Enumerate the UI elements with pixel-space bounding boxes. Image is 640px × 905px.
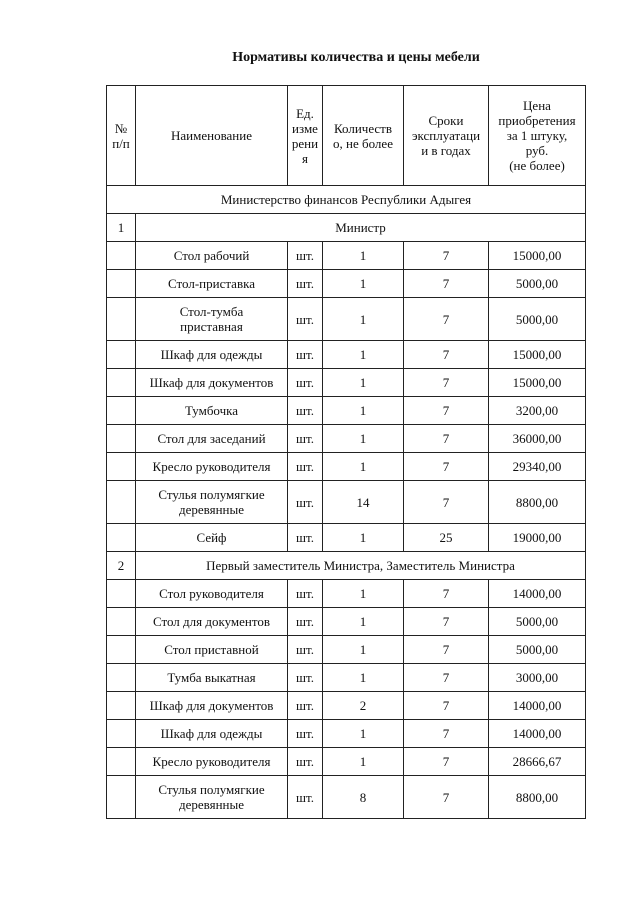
group-title: Министр bbox=[136, 214, 586, 242]
cell-num bbox=[107, 580, 136, 608]
cell-unit: шт. bbox=[288, 664, 323, 692]
cell-name: Шкаф для документов bbox=[136, 369, 288, 397]
cell-term: 7 bbox=[404, 298, 489, 341]
cell-name: Стол руководителя bbox=[136, 580, 288, 608]
cell-name: Кресло руководителя bbox=[136, 453, 288, 481]
cell-name: Стулья полумягкие деревянные bbox=[136, 481, 288, 524]
cell-term: 7 bbox=[404, 748, 489, 776]
header-num: № п/п bbox=[107, 86, 136, 186]
table-row bbox=[107, 425, 586, 453]
cell-num bbox=[107, 270, 136, 298]
cell-term: 7 bbox=[404, 664, 489, 692]
cell-num bbox=[107, 481, 136, 524]
table-row bbox=[107, 242, 586, 270]
cell-price: 36000,00 bbox=[489, 425, 586, 453]
cell-num bbox=[107, 524, 136, 552]
header-qty: Количеств о, не более bbox=[323, 86, 404, 186]
cell-term: 7 bbox=[404, 720, 489, 748]
cell-unit: шт. bbox=[288, 524, 323, 552]
cell-qty: 1 bbox=[323, 748, 404, 776]
cell-name: Сейф bbox=[136, 524, 288, 552]
cell-unit: шт. bbox=[288, 270, 323, 298]
table-row bbox=[107, 341, 586, 369]
table-row bbox=[107, 720, 586, 748]
cell-name: Шкаф для одежды bbox=[136, 720, 288, 748]
cell-num bbox=[107, 608, 136, 636]
cell-price: 15000,00 bbox=[489, 341, 586, 369]
cell-qty: 2 bbox=[323, 692, 404, 720]
cell-term: 7 bbox=[404, 341, 489, 369]
cell-num bbox=[107, 397, 136, 425]
furniture-table bbox=[106, 85, 586, 819]
cell-term: 7 bbox=[404, 776, 489, 819]
cell-num bbox=[107, 341, 136, 369]
cell-price: 5000,00 bbox=[489, 636, 586, 664]
cell-unit: шт. bbox=[288, 341, 323, 369]
cell-unit: шт. bbox=[288, 242, 323, 270]
cell-qty: 1 bbox=[323, 664, 404, 692]
cell-qty: 1 bbox=[323, 369, 404, 397]
cell-price: 5000,00 bbox=[489, 270, 586, 298]
header-unit: Ед. изме рени я bbox=[288, 86, 323, 186]
cell-name: Шкаф для документов bbox=[136, 692, 288, 720]
section-title: Министерство финансов Республики Адыгея bbox=[107, 186, 586, 214]
cell-unit: шт. bbox=[288, 748, 323, 776]
cell-name: Стол для документов bbox=[136, 608, 288, 636]
cell-name: Кресло руководителя bbox=[136, 748, 288, 776]
cell-unit: шт. bbox=[288, 720, 323, 748]
group-row bbox=[107, 552, 586, 580]
cell-name: Шкаф для одежды bbox=[136, 341, 288, 369]
cell-price: 8800,00 bbox=[489, 481, 586, 524]
cell-term: 25 bbox=[404, 524, 489, 552]
table-row bbox=[107, 608, 586, 636]
cell-num bbox=[107, 453, 136, 481]
cell-qty: 1 bbox=[323, 270, 404, 298]
table-row bbox=[107, 748, 586, 776]
group-title: Первый заместитель Министра, Заместитель Министра bbox=[136, 552, 586, 580]
cell-term: 7 bbox=[404, 425, 489, 453]
cell-name: Стол для заседаний bbox=[136, 425, 288, 453]
cell-unit: шт. bbox=[288, 453, 323, 481]
cell-qty: 1 bbox=[323, 298, 404, 341]
cell-term: 7 bbox=[404, 608, 489, 636]
cell-qty: 1 bbox=[323, 397, 404, 425]
cell-num bbox=[107, 636, 136, 664]
header-term: Сроки эксплуатаци и в годах bbox=[404, 86, 489, 186]
table-row bbox=[107, 298, 586, 341]
group-number: 1 bbox=[107, 214, 136, 242]
cell-num bbox=[107, 298, 136, 341]
cell-term: 7 bbox=[404, 242, 489, 270]
table-row bbox=[107, 636, 586, 664]
cell-name: Тумба выкатная bbox=[136, 664, 288, 692]
cell-price: 14000,00 bbox=[489, 692, 586, 720]
table-row bbox=[107, 270, 586, 298]
table-row bbox=[107, 580, 586, 608]
cell-qty: 1 bbox=[323, 580, 404, 608]
cell-qty: 1 bbox=[323, 453, 404, 481]
cell-name: Стол-тумба приставная bbox=[136, 298, 288, 341]
cell-term: 7 bbox=[404, 397, 489, 425]
page-title: Нормативы количества и цены мебели bbox=[232, 50, 480, 65]
cell-term: 7 bbox=[404, 636, 489, 664]
cell-unit: шт. bbox=[288, 580, 323, 608]
cell-term: 7 bbox=[404, 453, 489, 481]
cell-price: 19000,00 bbox=[489, 524, 586, 552]
cell-num bbox=[107, 692, 136, 720]
cell-price: 15000,00 bbox=[489, 369, 586, 397]
table-row bbox=[107, 776, 586, 819]
cell-qty: 1 bbox=[323, 341, 404, 369]
table-row bbox=[107, 481, 586, 524]
header-row bbox=[107, 86, 586, 186]
cell-price: 5000,00 bbox=[489, 298, 586, 341]
cell-qty: 14 bbox=[323, 481, 404, 524]
cell-num bbox=[107, 720, 136, 748]
cell-num bbox=[107, 369, 136, 397]
table-row bbox=[107, 397, 586, 425]
section-row bbox=[107, 186, 586, 214]
cell-term: 7 bbox=[404, 270, 489, 298]
cell-price: 14000,00 bbox=[489, 720, 586, 748]
cell-unit: шт. bbox=[288, 298, 323, 341]
cell-term: 7 bbox=[404, 481, 489, 524]
cell-unit: шт. bbox=[288, 481, 323, 524]
cell-price: 5000,00 bbox=[489, 608, 586, 636]
cell-num bbox=[107, 664, 136, 692]
cell-term: 7 bbox=[404, 369, 489, 397]
cell-price: 29340,00 bbox=[489, 453, 586, 481]
cell-num bbox=[107, 425, 136, 453]
cell-qty: 1 bbox=[323, 425, 404, 453]
cell-name: Стол-приставка bbox=[136, 270, 288, 298]
cell-num bbox=[107, 748, 136, 776]
cell-term: 7 bbox=[404, 580, 489, 608]
cell-name: Тумбочка bbox=[136, 397, 288, 425]
table-row bbox=[107, 369, 586, 397]
header-name: Наименование bbox=[136, 86, 288, 186]
cell-unit: шт. bbox=[288, 369, 323, 397]
table-row bbox=[107, 524, 586, 552]
table-row bbox=[107, 453, 586, 481]
cell-num bbox=[107, 776, 136, 819]
cell-name: Стулья полумягкие деревянные bbox=[136, 776, 288, 819]
cell-unit: шт. bbox=[288, 636, 323, 664]
cell-qty: 1 bbox=[323, 608, 404, 636]
table-body bbox=[107, 186, 586, 819]
cell-term: 7 bbox=[404, 692, 489, 720]
cell-qty: 1 bbox=[323, 636, 404, 664]
cell-price: 15000,00 bbox=[489, 242, 586, 270]
table-row bbox=[107, 664, 586, 692]
cell-qty: 1 bbox=[323, 720, 404, 748]
group-number: 2 bbox=[107, 552, 136, 580]
cell-name: Стол приставной bbox=[136, 636, 288, 664]
cell-price: 3200,00 bbox=[489, 397, 586, 425]
cell-num bbox=[107, 242, 136, 270]
cell-price: 8800,00 bbox=[489, 776, 586, 819]
cell-unit: шт. bbox=[288, 692, 323, 720]
cell-unit: шт. bbox=[288, 397, 323, 425]
cell-price: 3000,00 bbox=[489, 664, 586, 692]
group-row bbox=[107, 214, 586, 242]
header-price: Цена приобретения за 1 штуку, руб. (не более) bbox=[489, 86, 586, 186]
cell-qty: 8 bbox=[323, 776, 404, 819]
cell-unit: шт. bbox=[288, 425, 323, 453]
cell-unit: шт. bbox=[288, 608, 323, 636]
cell-price: 14000,00 bbox=[489, 580, 586, 608]
cell-qty: 1 bbox=[323, 524, 404, 552]
table-row bbox=[107, 692, 586, 720]
cell-unit: шт. bbox=[288, 776, 323, 819]
cell-name: Стол рабочий bbox=[136, 242, 288, 270]
cell-price: 28666,67 bbox=[489, 748, 586, 776]
cell-qty: 1 bbox=[323, 242, 404, 270]
